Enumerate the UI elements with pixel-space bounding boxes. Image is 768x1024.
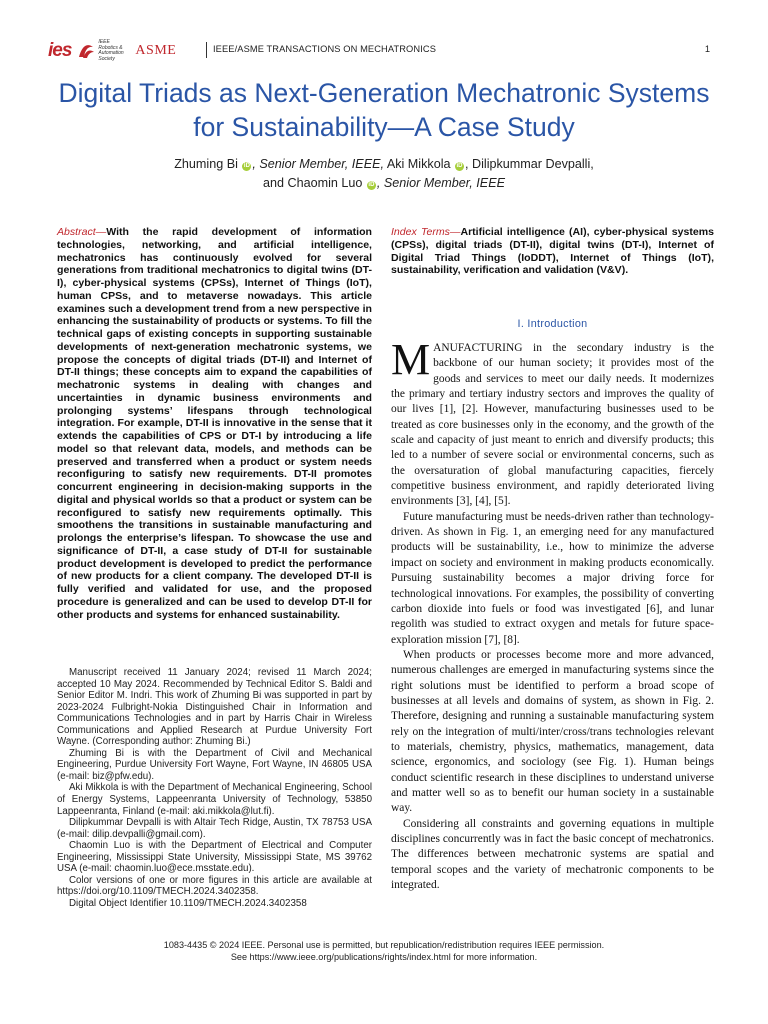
right-column (391, 226, 714, 277)
footnotes (57, 667, 372, 909)
paragraph-text: ANUFACTURING in the secondary industry is the backbone of our human society; it provides most of the goods and services to meet our daily needs. It modernizes the primary and tertiary industry sectors and improves the quality of our lives [1], [2]. However, manufacturing businesses used to be treated as core businesses only in the economy, and the growth of the scale and capacity of just meant to enrich and diversify products; this led to a number of severe social or environmental concerns, such as the oversaturation of global manufacturing capacities, fiercely competitive business environment, and rapidly deteriorated living environments [3], [4], [5]. (391, 342, 714, 508)
copyright-line: 1083-4435 © 2024 IEEE. Personal use is permitted, but republication/redistribution requires IEEE permission. (163, 940, 605, 950)
abstract-label: Abstract— (57, 226, 107, 238)
ies-logo: ies (48, 40, 72, 61)
paper-title: Digital Triads as Next-Generation Mechatronic Systems for Sustainability—A Case Study (58, 78, 710, 142)
footnote: Chaomin Luo is with the Department of Electrical and Computer Engineering, Mississippi State University, Mississippi State, MS 39762 USA (e-mail: chaomin.luo@ece.msstate.edu). (57, 840, 372, 875)
asme-logo-text: ASME (135, 43, 177, 58)
asme-logo (135, 43, 176, 59)
author-list (40, 155, 728, 193)
ras-emblem-icon (76, 41, 96, 61)
copyright-notice (40, 939, 728, 963)
author-separator: , (465, 157, 469, 171)
footnote: Digital Object Identifier 10.1109/TMECH.2024.3402358 (69, 897, 307, 909)
copyright-link-line[interactable]: See https://www.ieee.org/publications/rights/index.html for more information. (230, 952, 538, 962)
ras-logo-text: IEEE Robotics & Automation Society (98, 39, 124, 62)
header-divider (206, 42, 207, 58)
introduction-body (391, 335, 714, 893)
footnote: Color versions of one or more figures in this article are available at https://doi.org/10.1109/TMECH.2024.3402358. (57, 874, 372, 898)
drop-cap: M (391, 335, 431, 384)
orcid-icon[interactable]: iD (368, 182, 375, 188)
index-terms-text: Artificial intelligence (AI), cyber-physical systems (CPSs), digital triads (DT-II), digital twins (DT-I), Internet of Digital Triad Things (IoDDT), Internet of Things (IoT), sustainability, verification and validation (V&V). (391, 226, 714, 277)
footnote: Manuscript received 11 January 2024; revised 11 March 2024; accepted 10 May 2024. Recommended by Technical Editor S. Baldi and Senior Editor M. Indri. This work of Zhuming Bi was supported in part by 2023-2024 Fulbright-Nokia Distinguished Chair in Information and Communications Technologies and in part by Harris Chair in Wireless Communications and Applied Research at Purdue University Fort Wayne. (Corresponding author: Zhuming Bi.) (57, 667, 372, 748)
orcid-icon[interactable]: iD (243, 163, 250, 169)
abstract (57, 226, 372, 621)
left-column (57, 226, 372, 621)
index-terms-label: Index Terms— (391, 226, 461, 238)
ras-logo (76, 40, 130, 62)
section-heading: I. Introduction (517, 318, 588, 330)
paragraph: Future manufacturing must be needs-driven rather than technology-driven. As shown in Fig. 1, an emerging need for any manufactured products will be sustainability, i.e., how to minimize the adverse impact on society and environment in making products economically. Pursuing sustainability becomes a major driving force for technological innovations. For examples, the possibility of converting carbon dioxide into fuels or food was investigated [6], and lunar regolith was studied to extract oxygen and metals for future space-exploration mission [7], [8]. (391, 510, 714, 646)
paragraph (391, 335, 714, 510)
index-terms (391, 226, 714, 277)
author-name: Zhuming Bi (174, 157, 238, 171)
publisher-logos (48, 40, 176, 62)
footnote: Dilipkummar Devpalli is with Altair Tech Ridge, Austin, TX 78753 USA (e-mail: dilip.devpalli@gmail.com). (57, 817, 372, 840)
paragraph: When products or processes become more and more advanced, numerous challenges are emerged in manufacturing systems since the right solutions must be identified to perform a broad scope of businesses at all levels and domains of system, as shown in Fig. 2. Therefore, designing and running a sustainable manufacturing system rely on the integration of multi/inter/cross/trans technologies relevant to materials, chemistry, physics, mathematics, management, data science, ergonomics, and sociology (see Fig. 1). Human beings conduct scientific research in these disciplines to understand universe and matter well so as to benefit our human society in a sustainable way. (391, 648, 714, 815)
author-role: , Senior Member, IEEE (376, 176, 505, 190)
paragraph: Considering all constraints and governing equations in multiple disciplines concurrently was in fact the basic concept of mechatronics. The differences between mechatronic systems are spatial and temporal scopes and the variety of mechatronic components to be integrated. (391, 817, 714, 892)
author-name: Dilipkummar Devpalli, (472, 157, 594, 171)
author-role: , Senior Member, IEEE, (252, 157, 384, 171)
page-number: 1 (704, 44, 710, 54)
abstract-text: With the rapid development of information technologies, networking, and artificial intelligence, mechatronics has continuously evolved for several generations from traditional mechatronics to digital twins (DT-I), cyber-physical systems (CPSs), Internet of Things (IoT), human CPSs, and to metaverse nowadays. This article examines such a development trend from a new perspective in enhancing the sustainability of products or systems. To fill the technical gaps of existing concepts in supporting sustainable developments of next-generation mechatronic systems, we propose the concepts of digital triads (DT-II) and Internet of DT-II things; these concepts aim to expand the capabilities of mechatronic systems in dealing with changes and uncertainties in dynamic business environments and prolonging systems’ lifespans through technological integration. For example, DT-II is innovative in the sense that it extends the capabilities of CPS or DT-I by introducing a life model so that relevant data, models, and methods can be preserved and transferred when a product or system needs reconfiguring to satisfy new requirements. DT-II promotes concurrent engineering in decision-making supports in the digital and physical worlds so that a product or system can be reconfigured to satisfy new requirements optimally. This smoothens the transitions in sustainable manufacturing and prolongs the enterprise’s lifespan. To showcase the use and significance of DT-II, a case study of DT-II for sustainable product development is developed to predict the performance of new products for a client company. The developed DT-II is fully verified and validated for use, and the proposed procedure is generalized and can be used to develop DT-II for other products and systems for enhanced sustainability. (57, 226, 372, 621)
author-name: Aki Mikkola (386, 157, 451, 171)
page-header (48, 38, 710, 66)
journal-name: IEEE/ASME TRANSACTIONS ON MECHATRONICS (213, 44, 436, 54)
footnote: Zhuming Bi is with the Department of Civil and Mechanical Engineering, Purdue University Fort Wayne, Fort Wayne, IN 46805 USA (e-mail: biz@pfw.edu). (57, 747, 372, 782)
footnote: Aki Mikkola is with the Department of Mechanical Engineering, School of Energy Systems, Lappeenranta University of Technology, 53850 Lappeenranta, Finland (e-mail: aki.mikkola@lut.fi). (57, 782, 372, 817)
orcid-icon[interactable]: iD (456, 163, 463, 169)
author-name: and Chaomin Luo (262, 176, 363, 190)
